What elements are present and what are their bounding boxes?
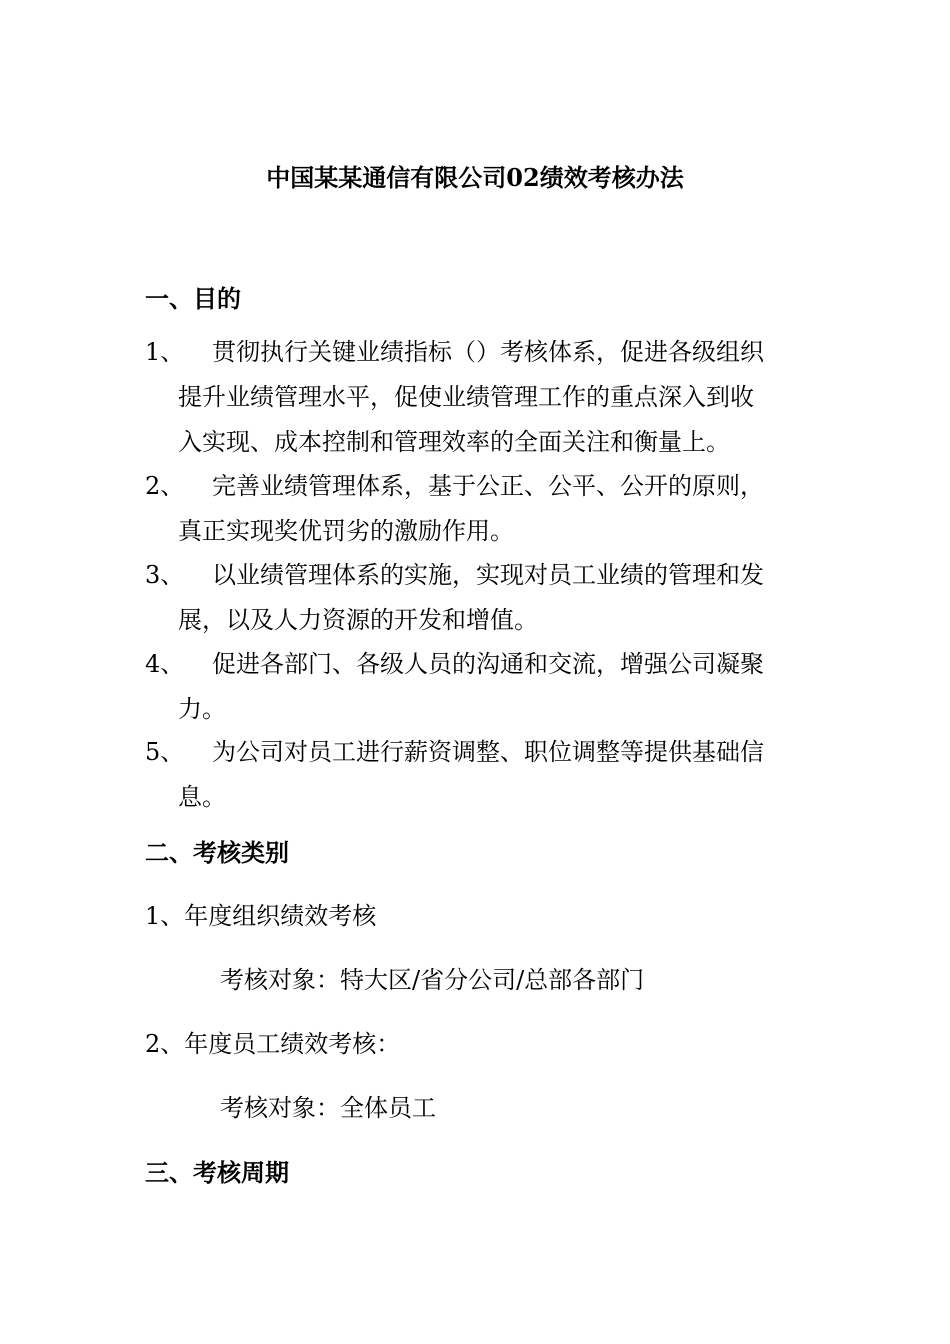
purpose-item-number: 3、 — [145, 561, 185, 589]
purpose-item-3 — [145, 553, 810, 643]
section-heading-purpose: 一、目的 — [145, 284, 241, 313]
purpose-item-2 — [145, 464, 810, 554]
purpose-item-number: 5、 — [145, 738, 185, 766]
document-title: 中国某某通信有限公司02绩效考核办法 — [266, 163, 684, 192]
purpose-item-5 — [145, 730, 810, 820]
purpose-item-text-line: 真正实现奖优罚劣的激励作用。 — [178, 517, 514, 545]
section-heading-cycle: 三、考核周期 — [145, 1158, 289, 1187]
purpose-item-text-line: 完善业绩管理体系，基于公正、公平、公开的原则， — [212, 472, 764, 500]
category-item-label: 2、年度员工绩效考核： — [145, 1030, 401, 1058]
section-heading-categories: 二、考核类别 — [145, 838, 289, 867]
purpose-item-text-line: 提升业绩管理水平，促使业绩管理工作的重点深入到收 — [178, 383, 754, 411]
purpose-item-number: 2、 — [145, 472, 185, 500]
category-item-detail: 考核对象：全体员工 — [220, 1094, 436, 1122]
purpose-item-4 — [145, 642, 810, 732]
purpose-item-1 — [145, 330, 810, 465]
purpose-item-text-line: 为公司对员工进行薪资调整、职位调整等提供基础信 — [212, 738, 764, 766]
purpose-item-text-line: 以业绩管理体系的实施，实现对员工业绩的管理和发 — [212, 561, 764, 589]
purpose-item-number: 1、 — [145, 338, 185, 366]
purpose-item-text-line: 力。 — [178, 695, 226, 723]
purpose-item-text-line: 促进各部门、各级人员的沟通和交流，增强公司凝聚 — [212, 650, 764, 678]
purpose-item-text-line: 展，以及人力资源的开发和增值。 — [178, 606, 538, 634]
purpose-item-number: 4、 — [145, 650, 185, 678]
purpose-item-text-line: 贯彻执行关键业绩指标（）考核体系，促进各级组织 — [212, 338, 764, 366]
category-item-detail: 考核对象：特大区/省分公司/总部各部门 — [220, 966, 645, 994]
purpose-item-text-line: 入实现、成本控制和管理效率的全面关注和衡量上。 — [178, 428, 730, 456]
category-item-label: 1、年度组织绩效考核 — [145, 902, 377, 930]
purpose-item-text-line: 息。 — [178, 783, 226, 811]
